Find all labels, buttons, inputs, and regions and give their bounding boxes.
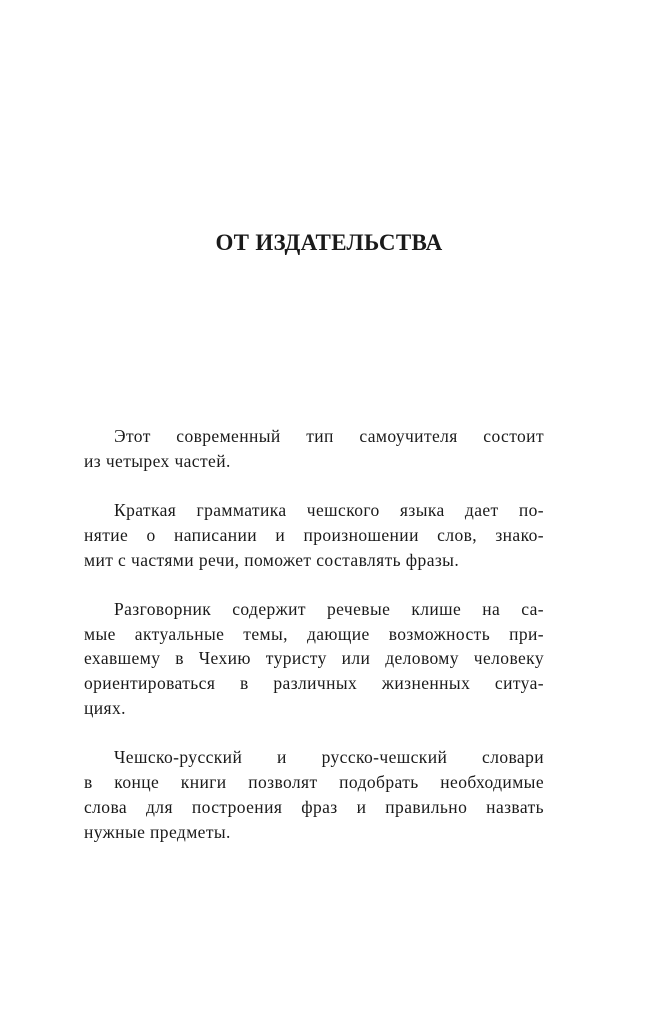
text-line: ехавшему в Чехию туристу или деловому человеку xyxy=(84,648,544,669)
text-line: мые актуальные темы, дающие возможность при- xyxy=(84,623,544,644)
paragraph-dictionaries xyxy=(84,745,544,844)
paragraph-parts xyxy=(84,424,544,474)
text-line: в конце книги позволят подобрать необходимые xyxy=(84,771,544,792)
text-line: Краткая грамматика чешского языка дает по- xyxy=(114,499,544,520)
paragraph-grammar xyxy=(84,498,544,572)
text-line: Разговорник содержит речевые клише на са- xyxy=(114,598,544,619)
page-heading: ОТ ИЗДАТЕЛЬСТВА xyxy=(215,230,443,255)
text-line: Чешско-русский и русско-чешский словари xyxy=(114,747,544,768)
text-line: слова для построения фраз и правильно назвать xyxy=(84,796,544,817)
text-body xyxy=(84,424,544,869)
text-line: мит с частями речи, поможет составлять фразы. xyxy=(84,549,460,570)
text-line: циях. xyxy=(84,697,126,718)
text-line: нятие о написании и произношении слов, знако- xyxy=(84,524,544,545)
text-line: из четырех частей. xyxy=(84,450,231,471)
text-line: Этот современный тип самоучителя состоит xyxy=(114,426,544,446)
text-line: ориентироваться в различных жизненных ситуа- xyxy=(84,673,544,694)
paragraph-phrasebook xyxy=(84,597,544,721)
text-line: нужные предметы. xyxy=(84,821,231,842)
